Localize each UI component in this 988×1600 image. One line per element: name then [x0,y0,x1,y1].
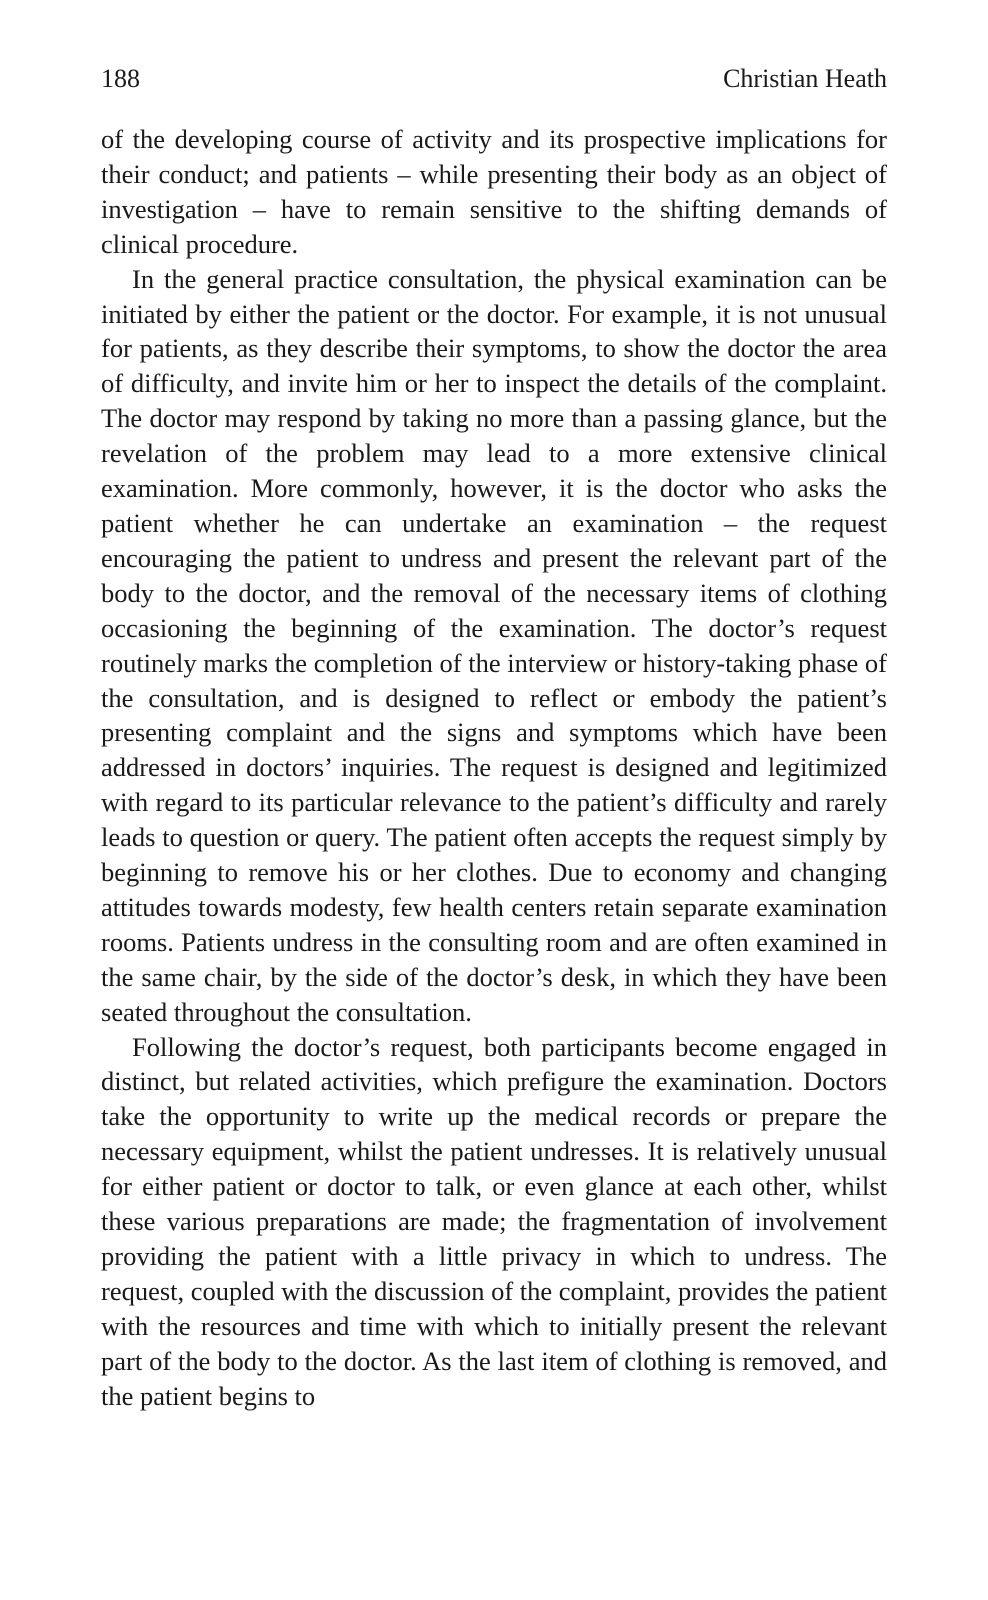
paragraph-following-request: Following the doctor’s request, both participants become engaged in distinct, but related activities, which prefigure the examination. Doctors take the opportunity to write up the medical records or prepare the necessary equipment, whilst the patient undresses. It is relatively unusual for either patient or doctor to talk, or even glance at each other, whilst these various preparations are made; the fragmentation of involvement providing the patient with a little privacy in which to undress. The request, coupled with the discussion of the complaint, provides the patient with the resources and time with which to initially present the relevant part of the body to the doctor. As the last item of clothing is removed, and the patient begins to [101,1031,887,1411]
body-text [101,122,887,1414]
page-number: 188 [101,64,140,93]
paragraph-examination-initiation: In the general practice consultation, the physical examination can be initiated by either the patient or the doctor. For example, it is not unusual for patients, as they describe their symptoms, to show the doctor the area of difficulty, and invite him or her to inspect the details of the complaint. The doctor may respond by taking no more than a passing glance, but the revelation of the problem may lead to a more extensive clinical examination. More commonly, however, it is the doctor who asks the patient whether he can undertake an examination – the request encouraging the patient to undress and present the relevant part of the body to the doctor, and the removal of the necessary items of clothing occasioning the beginning of the examination. The doctor’s request routinely marks the completion of the interview or history-taking phase of the consultation, and is designed to reflect or embody the patient’s presenting complaint and the signs and symptoms which have been addressed in doctors’ inquiries. The request is designed and legitimized with regard to its particular relevance to the patient’s difficulty and rarely leads to question or query. The patient often accepts the request simply by beginning to remove his or her clothes. Due to economy and changing attitudes towards modesty, few health centers retain separate examination rooms. Patients undress in the consulting room and are often examined in the same chair, by the side of the doctor’s desk, in which they have been seated throughout the consultation. [101,263,887,1027]
paragraph-continued: of the developing course of activity and its prospective implications for their conduct; and patients – while presenting their body as an object of investigation – have to remain sensitive to the shifting demands of clinical procedure. [101,124,887,259]
running-title: Christian Heath [723,64,887,93]
running-head [101,62,887,96]
